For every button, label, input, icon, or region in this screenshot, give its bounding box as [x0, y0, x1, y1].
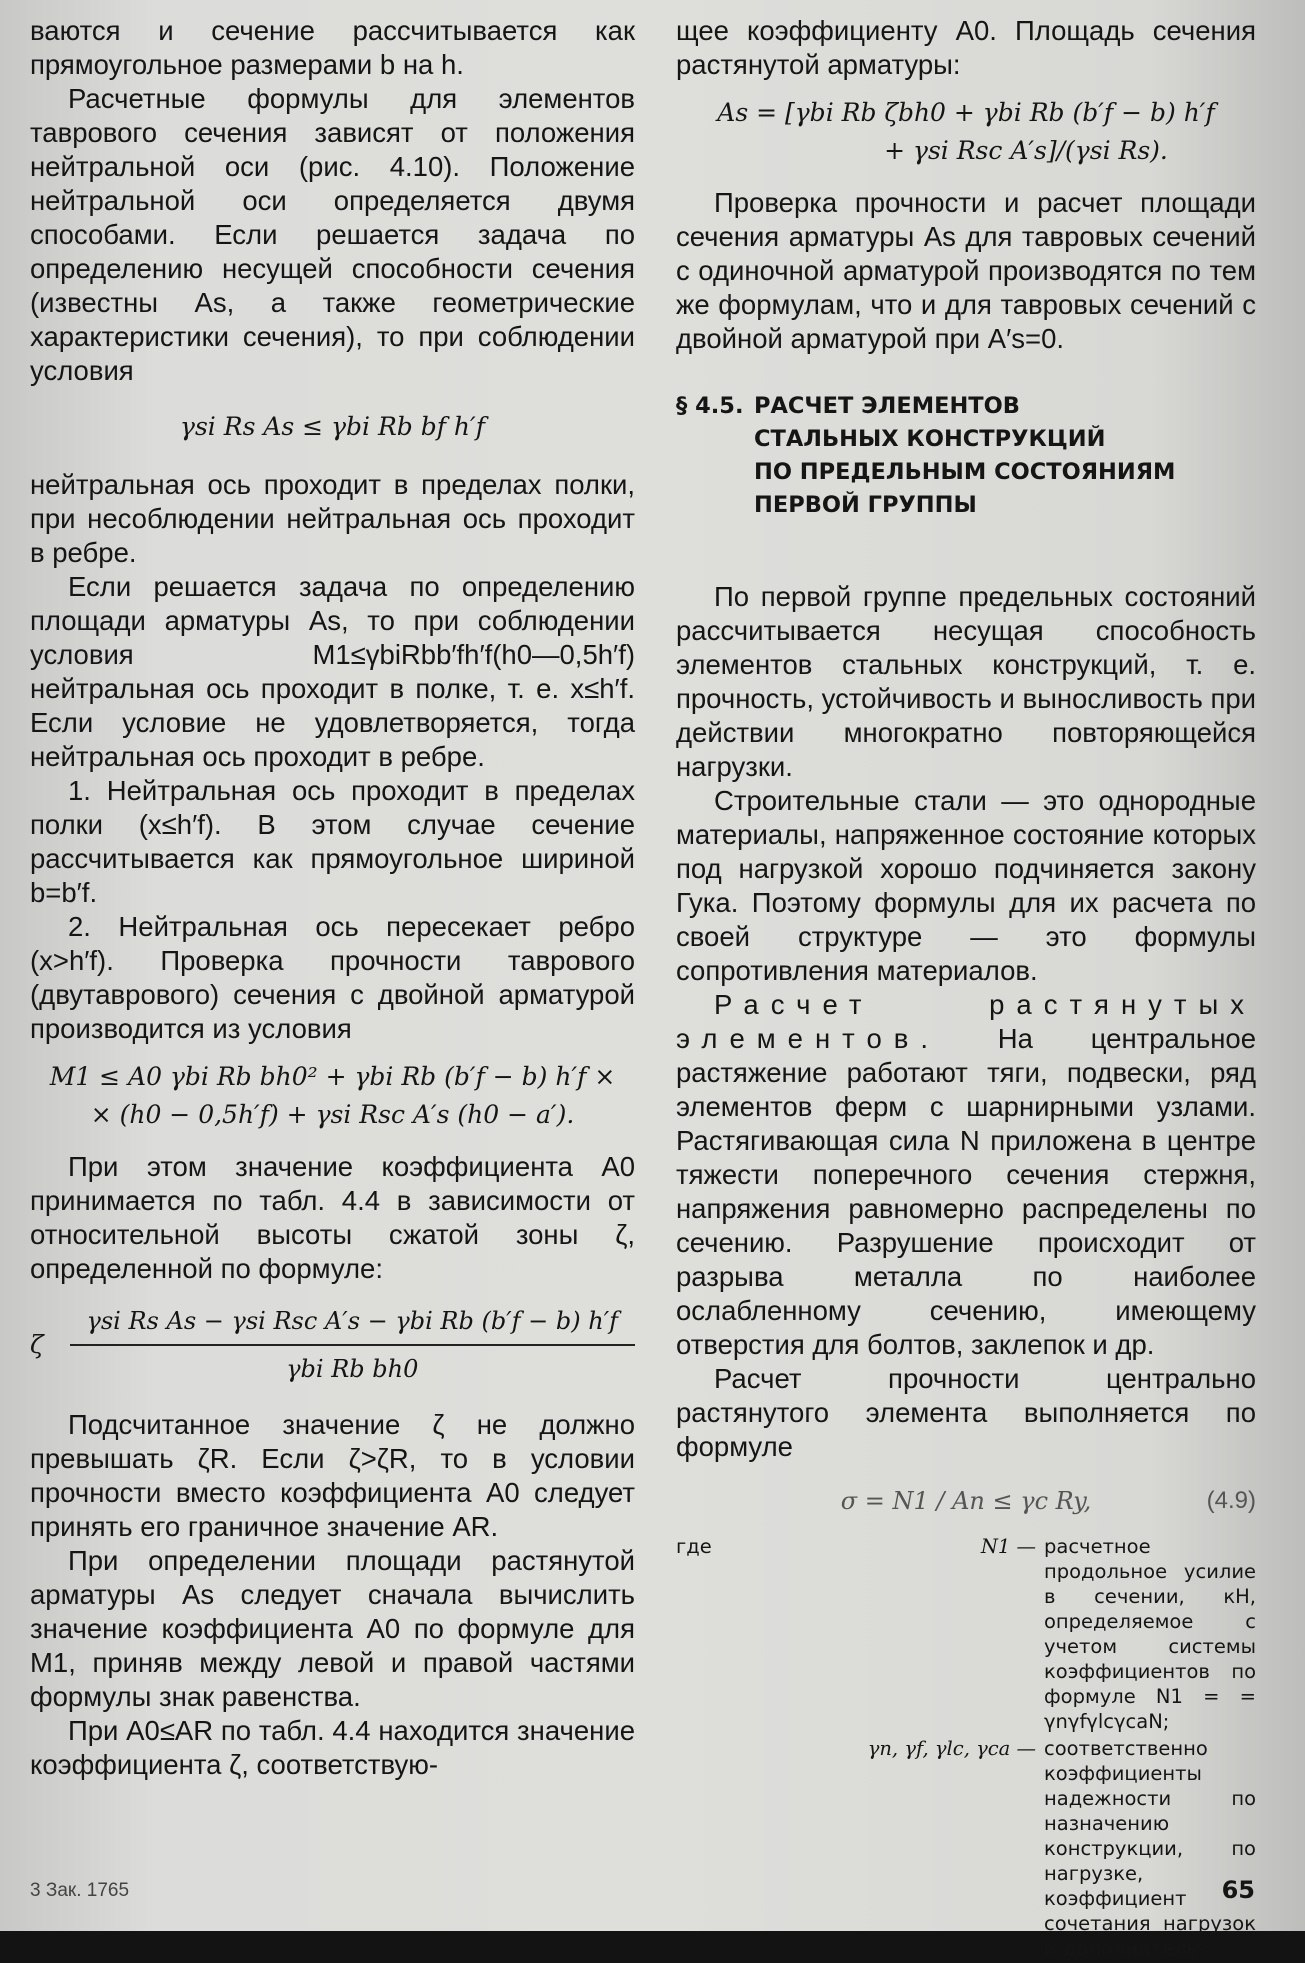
definition-row	[676, 1534, 1256, 1734]
fraction	[70, 1304, 635, 1386]
paragraph: При A0≤AR по табл. 4.4 находится значение коэффициента ζ, соответствую-	[30, 1715, 635, 1780]
definition-text: соответственно коэффициенты надежности по назначению конструкции, по нагрузке, коэффициент сочетания нагрузок и дополнитель-	[1044, 1737, 1256, 1960]
paragraph: нейтральная ось проходит в пределах полки, при несоблюдении нейтральная ось проходит в ребре.	[30, 469, 635, 568]
paragraph: ваются и сечение рассчитывается как прямоугольное размерами b на h.	[30, 15, 635, 80]
left-column	[30, 14, 635, 1782]
formula-line: × (h0 − 0,5h′f) + γsi Rsc A′s (h0 − a′).	[90, 1100, 575, 1129]
formula-line: + γsi Rsc A′s]/(γsi Rs).	[884, 136, 1168, 165]
paragraph: щее коэффициенту A0. Площадь сечения растянутой арматуры:	[676, 15, 1256, 80]
formula-line: As = [γbi Rb ζbh0 + γbi Rb (b′f − b) h′f	[717, 98, 1215, 127]
fraction-numerator: γsi Rs As − γsi Rsc A′s − γbi Rb (b′f − b) h′f	[70, 1304, 635, 1346]
formula-condition: γsi Rs As ≤ γbi Rb bf h′f	[180, 412, 485, 441]
heading-line: СТАЛЬНЫХ КОНСТРУКЦИЙ	[754, 426, 1106, 452]
paragraph: 1. Нейтральная ось проходит в пределах полки (x≤h′f). В этом случае сечение рассчитывается как прямоугольное шириной b=b′f.	[30, 775, 635, 908]
paragraph: При определении площади растянутой арматуры As следует сначала вычислить значение коэффициента A0 по формуле для M1, приняв между левой и правой частями формулы знак равенства.	[30, 1545, 635, 1712]
formula-strength-check	[30, 1060, 635, 1132]
page-number: 65	[1221, 1876, 1255, 1904]
definition-symbol: N1 —	[980, 1535, 1036, 1558]
right-column	[676, 14, 1256, 1963]
paragraph: Если решается задача по определению площади арматуры As, то при соблюдении условия M1≤γbiRbb′fh′f(h0—0,5h′f) нейтральная ось проходит в полке, т. е. x≤h′f. Если условие не удовлетворяется, тогда нейтральная ось проходит в ребре.	[30, 571, 635, 772]
paragraph: При этом значение коэффициента A0 принимается по табл. 4.4 в зависимости от относительной высоты сжатой зоны ζ, определенной по формуле:	[30, 1151, 635, 1284]
paragraph	[676, 988, 1256, 1362]
fraction-denominator: γbi Rb bh0	[286, 1355, 419, 1383]
paragraph: Расчетные формулы для элементов таврового сечения зависят от положения нейтральной оси (рис. 4.10). Положение нейтральной оси определяется двумя способами. Если решается задача по определению несущей способности сечения (известны As, а также геометрические характеристики сечения), то при соблюдении условия	[30, 83, 635, 386]
section-heading	[676, 390, 1256, 522]
paragraph: Строительные стали — это однородные материалы, напряженное состояние которых под нагрузкой хорошо подчиняется закону Гука. Поэтому формулы для их расчета по своей структуре — это формулы сопротивления материалов.	[676, 785, 1256, 986]
paragraph: Подсчитанное значение ζ не должно превышать ζR. Если ζ>ζR, то в условии прочности вместо коэффициента A0 следует принять его граничное значение AR.	[30, 1409, 635, 1542]
paragraph: 2. Нейтральная ось пересекает ребро (x>h′f). Проверка прочности таврового (двутаврового) сечения с двойной арматурой производится из условия	[30, 911, 635, 1044]
formula-line: M1 ≤ A0 γbi Rb bh0² + γbi Rb (b′f − b) h′f ×	[49, 1062, 616, 1091]
equation-number: (4.9)	[1206, 1487, 1256, 1514]
heading-line: ПЕРВОЙ ГРУППЫ	[754, 492, 977, 518]
formula-lhs: ζ	[30, 1330, 44, 1359]
formula-4-9	[676, 1484, 1256, 1518]
definitions	[676, 1534, 1256, 1961]
heading-line: РАСЧЕТ ЭЛЕМЕНТОВ	[754, 393, 1020, 419]
heading-line: ПО ПРЕДЕЛЬНЫМ СОСТОЯНИЯМ	[754, 459, 1176, 485]
definition-symbol: γn, γf, γlc, γca —	[867, 1737, 1036, 1760]
paragraph-text: На центральное растяжение работают тяги, подвески, ряд элементов ферм с шарнирными узлами. Растягивающая сила N приложена в центре тяжести поперечного сечения стержня, напряжения равномерно распределены по сечению. Разрушение происходит от разрыва металла по наиболее ослабленному сечению, имеющему отверстия для болтов, заклепок и др.	[676, 1023, 1256, 1360]
formula-zeta	[30, 1304, 635, 1386]
run-in-heading: Расчет растянутых элементов.	[676, 989, 1256, 1054]
section-number: § 4.5.	[676, 393, 744, 419]
printer-mark: 3 Зак. 1765	[30, 1880, 130, 1901]
paragraph: Расчет прочности центрально растянутого элемента выполняется по формуле	[676, 1363, 1256, 1462]
where-label: где	[676, 1535, 712, 1558]
definition-row	[676, 1736, 1256, 1961]
paragraph: Проверка прочности и расчет площади сечения арматуры As для тавровых сечений с одиночной арматурой производятся по тем же формулам, что и для тавровых сечений с двойной арматурой при A′s=0.	[676, 187, 1256, 354]
formula-as	[676, 96, 1256, 168]
formula-line: σ = N1 / An ≤ γc Ry,	[840, 1487, 1092, 1515]
definition-text: расчетное продольное усилие в сечении, кН, определяемое с учетом системы коэффициентов по формуле N1 = = γnγfγlcγcaN;	[1044, 1535, 1256, 1733]
paragraph: По первой группе предельных состояний рассчитывается несущая способность элементов стальных конструкций, т. е. прочность, устойчивость и выносливость при действии многократно повторяющейся нагрузки.	[676, 581, 1256, 782]
